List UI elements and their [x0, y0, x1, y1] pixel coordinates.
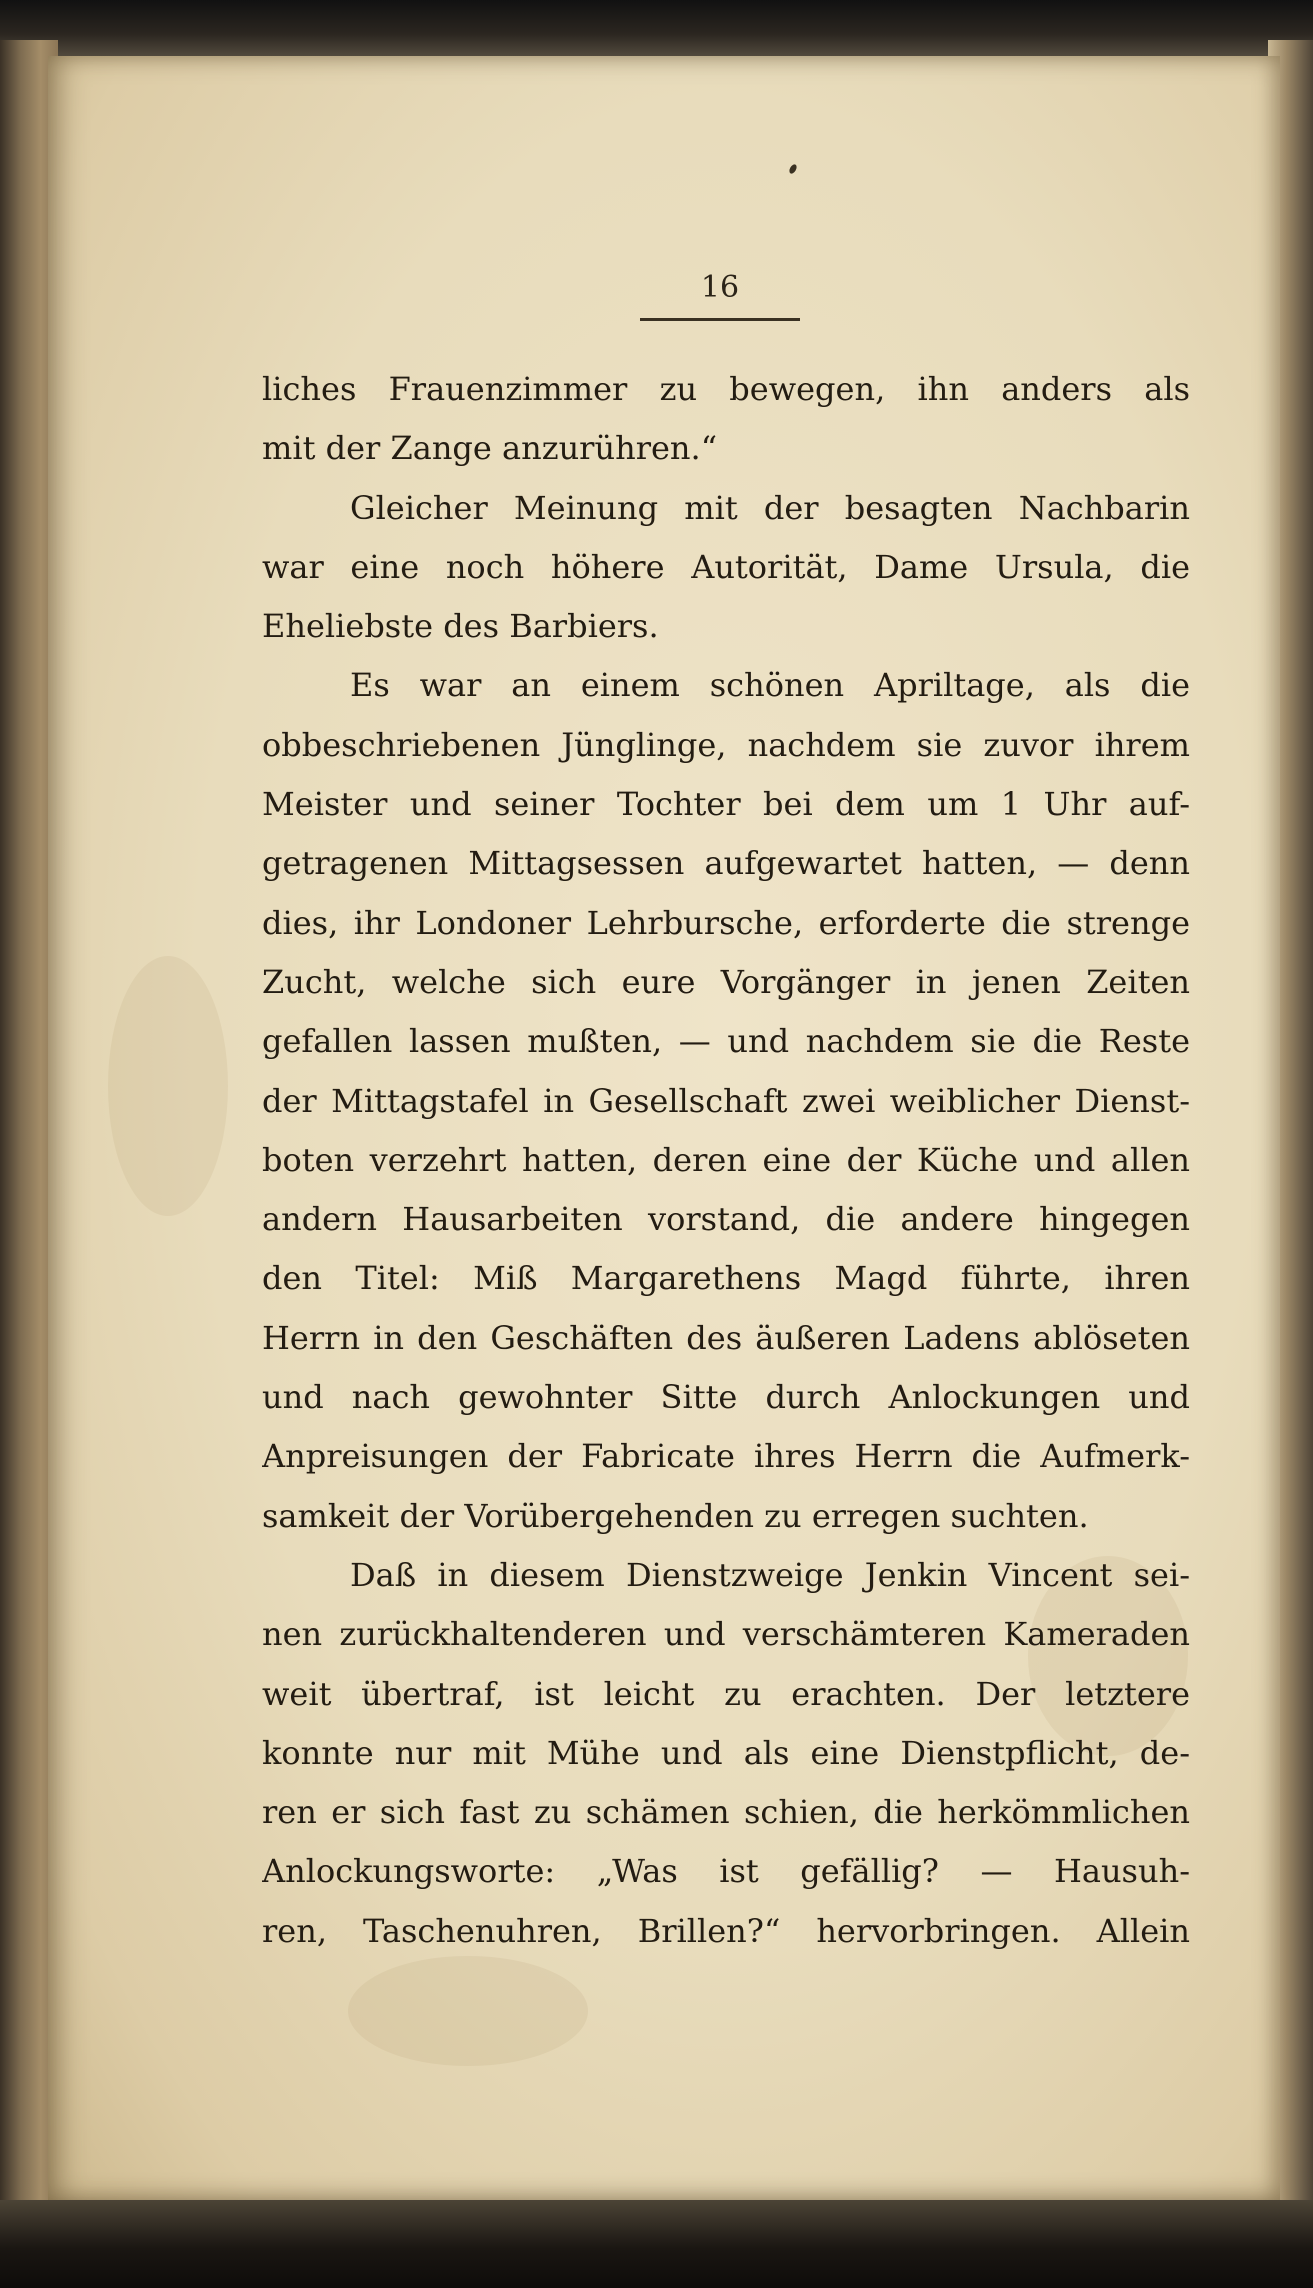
text-line: gefallen lassen mußten, — und nachdem sie die Reste — [262, 1022, 1190, 1061]
text-line: boten verzehrt hatten, deren eine der Küche und allen — [262, 1140, 1190, 1179]
text-line: obbeschriebenen Jünglinge, nachdem sie zuvor ihrem — [262, 725, 1190, 764]
text-line: den Titel: Miß Margarethens Magd führte, ihren — [262, 1259, 1190, 1298]
page-number: 16 — [700, 270, 740, 305]
text-line: ren, Taschenuhren, Brillen?“ hervorbringen. Allein — [262, 1911, 1190, 1950]
bottom-binding-edge — [0, 2200, 1313, 2288]
text-line: Gleicher Meinung mit der besagten Nachbarin — [350, 488, 1190, 527]
text-line: konnte nur mit Mühe und als eine Dienstpflicht, de- — [262, 1733, 1190, 1772]
text-line: Es war an einem schönen Apriltage, als die — [350, 666, 1190, 705]
text-line: andern Hausarbeiten vorstand, die andere hingegen — [262, 1200, 1190, 1239]
text-line: der Mittagstafel in Gesellschaft zwei weiblicher Dienst- — [262, 1081, 1190, 1120]
text-line: Anlockungsworte: „Was ist gefällig? — Hausuh- — [262, 1852, 1190, 1891]
text-line: Daß in diesem Dienstzweige Jenkin Vincent sei- — [350, 1555, 1190, 1594]
text-line: war eine noch höhere Autorität, Dame Ursula, die — [262, 547, 1190, 586]
text-line: getragenen Mittagsessen aufgewartet hatten, — denn — [262, 844, 1190, 883]
text-line: samkeit der Vorübergehenden zu erregen suchten. — [262, 1496, 1089, 1535]
top-binding-edge — [0, 0, 1313, 62]
text-line: Herrn in den Geschäften des äußeren Ladens ablöseten — [262, 1318, 1190, 1357]
text-line: Anpreisungen der Fabricate ihres Herrn die Aufmerk- — [262, 1437, 1190, 1476]
paper-stain — [108, 956, 228, 1216]
page-number-rule — [640, 318, 800, 321]
text-line: dies, ihr Londoner Lehrbursche, erforderte die strenge — [262, 903, 1190, 942]
paper-stain — [348, 1956, 588, 2066]
text-line: liches Frauenzimmer zu bewegen, ihn anders als — [262, 370, 1190, 408]
text-line: ren er sich fast zu schämen schien, die herkömmlichen — [262, 1793, 1190, 1832]
text-line: Zucht, welche sich eure Vorgänger in jenen Zeiten — [262, 962, 1190, 1001]
text-line: Meister und seiner Tochter bei dem um 1 Uhr auf- — [262, 785, 1190, 824]
text-line: nen zurückhaltenderen und verschämteren Kameraden — [262, 1615, 1190, 1654]
text-line: weit übertraf, ist leicht zu erachten. Der letztere — [262, 1674, 1190, 1713]
text-line: mit der Zange anzurühren.“ — [262, 429, 718, 468]
body-text — [262, 360, 1190, 1961]
text-line: Eheliebste des Barbiers. — [262, 607, 659, 646]
text-line: und nach gewohnter Sitte durch Anlockungen und — [262, 1378, 1190, 1417]
